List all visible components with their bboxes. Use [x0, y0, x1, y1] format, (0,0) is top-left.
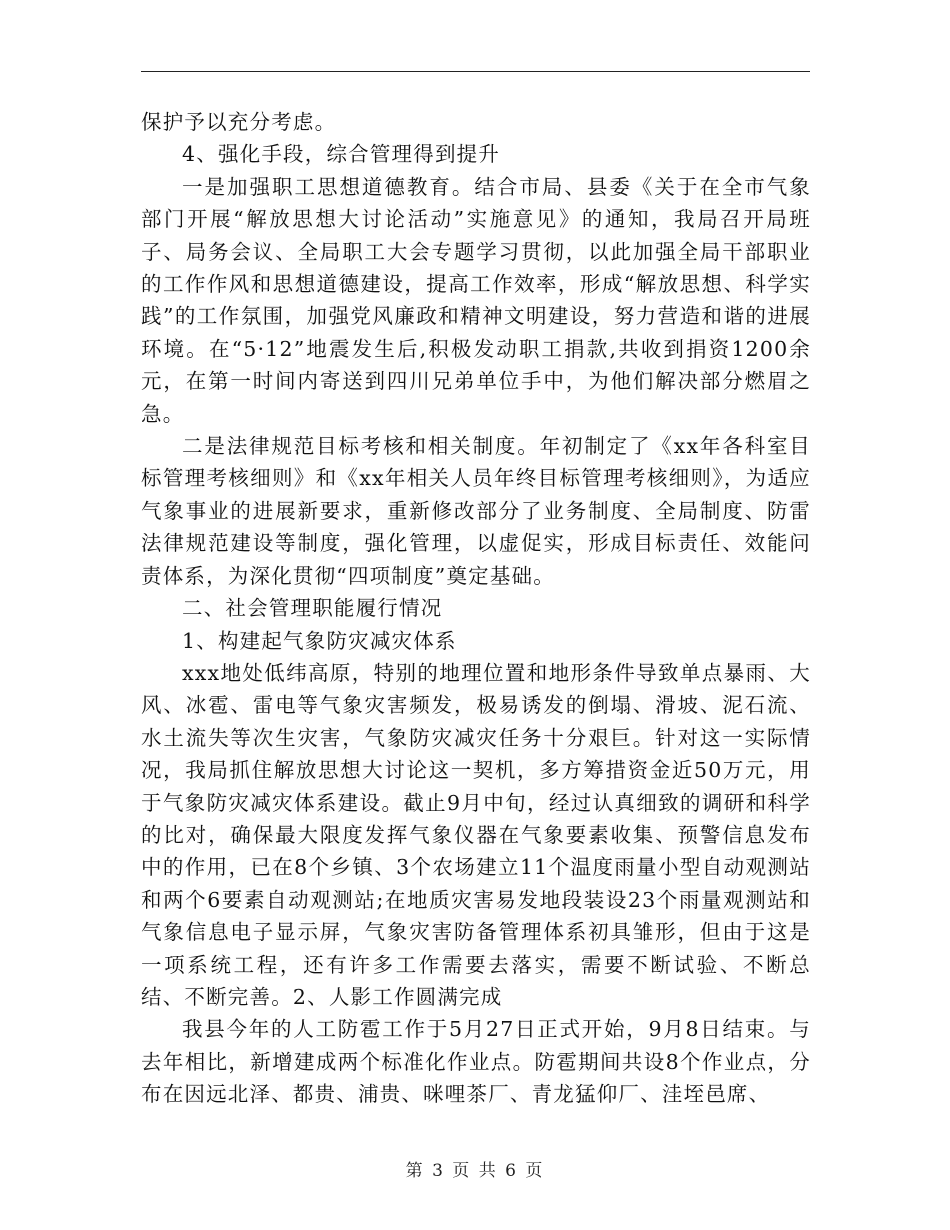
page-number-footer: 第 3 页 共 6 页 [405, 1161, 545, 1181]
paragraph-disaster-system: xxx地处低纬高原，特别的地理位置和地形条件导致单点暴雨、大风、冰雹、雷电等气象灾害频发，极易诱发的倒塌、滑坡、泥石流、水土流失等次生灾害，气象防灾减灾任务十分艰巨。针对这一实际情况，我局抓住解放思想大讨论这一契机，多方筹措资金近50万元，用于气象防灾减灾体系建设。截止9月中旬，经过认真细致的调研和科学的比对，确保最大限度发挥气象仪器在气象要素收集、预警信息发布中的作用，已在8个乡镇、3个农场建立11个温度雨量小型自动观测站和两个6要素自动观测站;在地质灾害易发地段装设23个雨量观测站和气象信息电子显示屏，气象灾害防备管理体系初具雏形，但由于这是一项系统工程，还有许多工作需要去落实，需要不断试验、不断总结、不断完善。2、人影工作圆满完成 [141, 660, 811, 1009]
section-heading-social-management: 二、社会管理职能履行情况 [182, 596, 443, 621]
paragraph-continuation: 保护予以充分考虑。 [141, 110, 337, 134]
section-heading-disaster-reduction: 1、构建起气象防灾减灾体系 [182, 628, 457, 653]
paragraph-ideology-education: 一是加强职工思想道德教育。结合市局、县委《关于在全市气象部门开展“解放思想大讨论活动”实施意见》的通知，我局召开局班子、局务会议、全局职工大会专题学习贯彻，以此加强全局干部职业的工作作风和思想道德建设，提高工作效率，形成“解放思想、科学实践”的工作氛围，加强党风廉政和精神文明建设，努力营造和谐的进展环境。在“5·12”地震发生后,积极发动职工捐款,共收到捐资1200余元，在第一时间内寄送到四川兄弟单位手中，为他们解决部分燃眉之急。 [141, 174, 811, 426]
document-body [141, 106, 811, 1111]
header-rule [141, 71, 810, 72]
paragraph-target-assessment: 二是法律规范目标考核和相关制度。年初制定了《xx年各科室目标管理考核细则》和《xx年相关人员年终目标管理考核细则》，为适应气象事业的进展新要求，重新修改部分了业务制度、全局制度、防雷法律规范建设等制度，强化管理，以虚促实，形成目标责任、效能问责体系，为深化贯彻“四项制度”奠定基础。 [141, 434, 811, 588]
paragraph-hail-prevention: 我县今年的人工防雹工作于5月27日正式开始，9月8日结束。与去年相比，新增建成两个标准化作业点。防雹期间共设8个作业点，分布在因远北泽、都贵、浦贵、咪哩茶厂、青龙猛仰厂、洼垤邑席、 [141, 1017, 811, 1107]
section-heading-strengthen-means: 4、强化手段，综合管理得到提升 [182, 142, 501, 167]
